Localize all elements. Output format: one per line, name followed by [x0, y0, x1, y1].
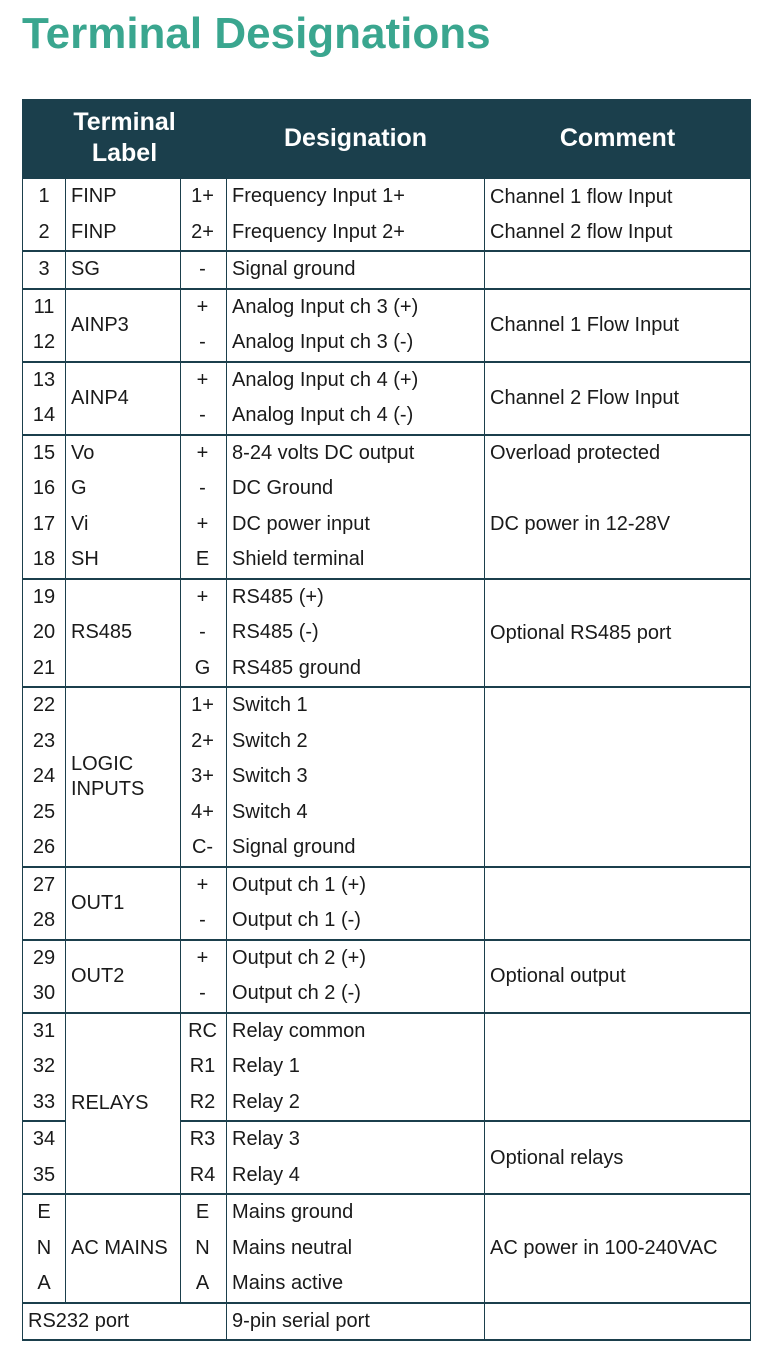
terminal-symbol: 4+ [181, 795, 227, 831]
terminal-number: 16 [23, 471, 66, 507]
terminal-number: 27 [23, 867, 66, 904]
terminal-symbol: - [181, 903, 227, 940]
designation-cell: Mains ground [227, 1194, 485, 1231]
designation-cell: Output ch 1 (+) [227, 867, 485, 904]
terminal-number: 34 [23, 1121, 66, 1158]
group-label-rs485: RS485 [66, 579, 181, 688]
terminal-number: 12 [23, 325, 66, 362]
designation-cell: RS485 (+) [227, 579, 485, 616]
group-label-relays: RELAYS [66, 1013, 181, 1195]
terminal-number: 29 [23, 940, 66, 977]
terminal-number: 33 [23, 1085, 66, 1122]
table-row [23, 542, 751, 579]
terminal-number: 21 [23, 651, 66, 688]
designation-cell: DC power input [227, 507, 485, 543]
terminal-symbol: + [181, 435, 227, 472]
terminal-symbol: 1+ [181, 178, 227, 215]
terminal-number: 17 [23, 507, 66, 543]
group-label-out2: OUT2 [66, 940, 181, 1013]
designation-cell: Frequency Input 1+ [227, 178, 485, 215]
terminal-symbol: N [181, 1231, 227, 1267]
terminal-symbol: A [181, 1266, 227, 1303]
terminal-symbol: + [181, 867, 227, 904]
terminal-symbol: + [181, 362, 227, 399]
table-row [23, 362, 751, 399]
table-row [23, 940, 751, 977]
group-comment-ainp3: Channel 1 Flow Input [485, 289, 751, 362]
terminal-symbol: 2+ [181, 724, 227, 760]
designation-cell: Frequency Input 2+ [227, 215, 485, 252]
header-designation: Designation [227, 99, 485, 178]
terminal-number: 1 [23, 178, 66, 215]
terminal-label: G [66, 471, 181, 507]
terminal-symbol: 1+ [181, 687, 227, 724]
table-row [23, 471, 751, 507]
designation-cell: Output ch 1 (-) [227, 903, 485, 940]
terminal-symbol: E [181, 542, 227, 579]
group-comment-out1 [485, 867, 751, 940]
table-row [23, 1194, 751, 1231]
header-row [23, 99, 751, 178]
terminal-number: 32 [23, 1049, 66, 1085]
terminal-number: N [23, 1231, 66, 1267]
group-label-ainp4: AINP4 [66, 362, 181, 435]
terminal-number: 23 [23, 724, 66, 760]
terminal-symbol: R4 [181, 1158, 227, 1195]
table-row [23, 215, 751, 252]
terminal-symbol: E [181, 1194, 227, 1231]
group-comment-relays [485, 1013, 751, 1122]
terminal-symbol: C- [181, 830, 227, 867]
terminal-number: A [23, 1266, 66, 1303]
terminal-symbol: + [181, 289, 227, 326]
table-row [23, 867, 751, 904]
terminal-number: 28 [23, 903, 66, 940]
terminal-label: SH [66, 542, 181, 579]
terminal-label: FINP [66, 215, 181, 252]
designation-cell: Analog Input ch 4 (+) [227, 362, 485, 399]
designation-cell: Relay 3 [227, 1121, 485, 1158]
page-title: Terminal Designations [22, 9, 491, 58]
terminal-label: SG [66, 251, 181, 289]
terminal-symbol: - [181, 398, 227, 435]
terminal-symbol: R1 [181, 1049, 227, 1085]
terminal-number: 15 [23, 435, 66, 472]
comment-cell: DC power in 12-28V [485, 507, 751, 543]
group-comment-rs485: Optional RS485 port [485, 579, 751, 688]
table-row [23, 251, 751, 289]
terminal-symbol: - [181, 471, 227, 507]
designation-cell: DC Ground [227, 471, 485, 507]
group-label-ainp3: AINP3 [66, 289, 181, 362]
group-comment-ac-mains: AC power in 100-240VAC [485, 1194, 751, 1303]
designation-cell: 8-24 volts DC output [227, 435, 485, 472]
terminal-number: 2 [23, 215, 66, 252]
designation-cell: RS485 (-) [227, 615, 485, 651]
terminal-number: E [23, 1194, 66, 1231]
designation-cell: Relay common [227, 1013, 485, 1050]
table-row [23, 435, 751, 472]
table-row [23, 687, 751, 724]
terminal-number: 26 [23, 830, 66, 867]
terminal-number: 24 [23, 759, 66, 795]
table-row [23, 507, 751, 543]
comment-cell [485, 471, 751, 507]
group-label-out1: OUT1 [66, 867, 181, 940]
designation-cell: Relay 2 [227, 1085, 485, 1122]
designation-cell: Signal ground [227, 830, 485, 867]
terminal-number: 22 [23, 687, 66, 724]
terminal-symbol: G [181, 651, 227, 688]
terminal-symbol: RC [181, 1013, 227, 1050]
comment-cell [485, 251, 751, 289]
terminal-number: 30 [23, 976, 66, 1013]
comment-cell: Channel 2 flow Input [485, 215, 751, 252]
table-row [23, 579, 751, 616]
header-comment: Comment [485, 99, 751, 178]
group-comment-out2: Optional output [485, 940, 751, 1013]
designation-cell: Mains neutral [227, 1231, 485, 1267]
table-row-rs232 [23, 1303, 751, 1341]
designation-cell: RS485 ground [227, 651, 485, 688]
designation-cell: Switch 3 [227, 759, 485, 795]
group-comment-logic-inputs [485, 687, 751, 867]
designation-cell: Analog Input ch 4 (-) [227, 398, 485, 435]
designation-cell: Relay 1 [227, 1049, 485, 1085]
terminal-symbol: + [181, 940, 227, 977]
designation-cell: Output ch 2 (-) [227, 976, 485, 1013]
terminal-table [22, 99, 751, 1341]
designation-cell: Mains active [227, 1266, 485, 1303]
designation-cell: Signal ground [227, 251, 485, 289]
rs232-label: RS232 port [23, 1303, 227, 1341]
terminal-symbol: - [181, 615, 227, 651]
designation-cell: Shield terminal [227, 542, 485, 579]
group-label-logic-inputs: LOGIC INPUTS [66, 687, 181, 867]
terminal-number: 31 [23, 1013, 66, 1050]
terminal-symbol: 3+ [181, 759, 227, 795]
terminal-number: 25 [23, 795, 66, 831]
terminal-number: 3 [23, 251, 66, 289]
terminal-number: 18 [23, 542, 66, 579]
comment-cell: Channel 1 flow Input [485, 178, 751, 215]
terminal-label: Vi [66, 507, 181, 543]
terminal-number: 14 [23, 398, 66, 435]
terminal-number: 11 [23, 289, 66, 326]
terminal-symbol: - [181, 976, 227, 1013]
terminal-symbol: + [181, 507, 227, 543]
designation-cell: Analog Input ch 3 (+) [227, 289, 485, 326]
terminal-symbol: - [181, 325, 227, 362]
designation-cell: Output ch 2 (+) [227, 940, 485, 977]
designation-cell: Switch 4 [227, 795, 485, 831]
terminal-symbol: 2+ [181, 215, 227, 252]
rs232-comment [485, 1303, 751, 1341]
terminal-symbol: - [181, 251, 227, 289]
group-label-ac-mains: AC MAINS [66, 1194, 181, 1303]
terminal-number: 35 [23, 1158, 66, 1195]
header-terminal-label: Terminal Label [23, 99, 227, 178]
table-row [23, 289, 751, 326]
terminal-number: 13 [23, 362, 66, 399]
group-comment-optional-relays: Optional relays [485, 1121, 751, 1194]
terminal-symbol: + [181, 579, 227, 616]
table-row [23, 1013, 751, 1050]
table-row [23, 178, 751, 215]
terminal-label: FINP [66, 178, 181, 215]
comment-cell: Overload protected [485, 435, 751, 472]
designation-cell: Switch 2 [227, 724, 485, 760]
designation-cell: Relay 4 [227, 1158, 485, 1195]
rs232-designation: 9-pin serial port [227, 1303, 485, 1341]
terminal-label: Vo [66, 435, 181, 472]
terminal-number: 20 [23, 615, 66, 651]
terminal-number: 19 [23, 579, 66, 616]
group-comment-ainp4: Channel 2 Flow Input [485, 362, 751, 435]
comment-cell [485, 542, 751, 579]
terminal-symbol: R2 [181, 1085, 227, 1122]
designation-cell: Switch 1 [227, 687, 485, 724]
terminal-symbol: R3 [181, 1121, 227, 1158]
designation-cell: Analog Input ch 3 (-) [227, 325, 485, 362]
